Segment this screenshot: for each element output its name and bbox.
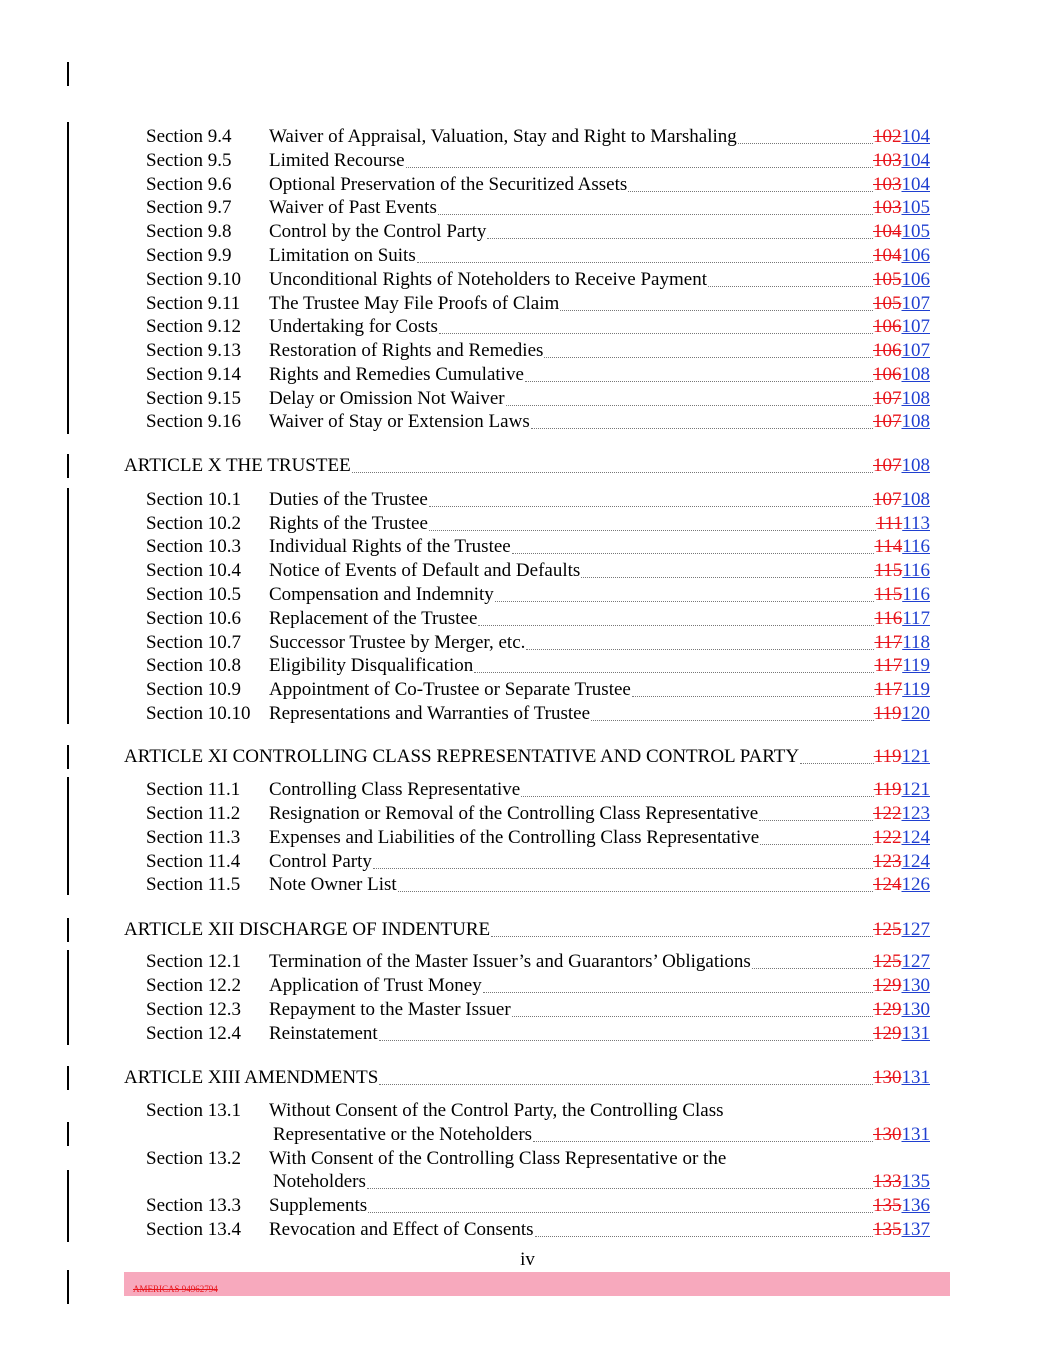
toc-section-entry[interactable] [0, 678, 1055, 702]
inserted-page-number[interactable]: 126 [901, 874, 930, 895]
toc-section-entry-continued[interactable] [0, 1170, 1055, 1194]
section-number: Section 10.10 [146, 703, 251, 724]
dot-leader [429, 506, 873, 507]
deleted-page-number: 116 [874, 608, 903, 629]
section-title: Representations and Warranties of Trustee [269, 703, 591, 724]
deleted-page-number: 115 [874, 584, 903, 605]
section-title: Note Owner List [269, 874, 397, 895]
dot-leader [521, 796, 874, 797]
document-footer [124, 1272, 950, 1296]
deleted-page-number: 102 [873, 126, 902, 147]
deleted-page-number: 133 [873, 1171, 902, 1192]
inserted-page-number[interactable]: 135 [901, 1171, 930, 1192]
inserted-page-number[interactable]: 123 [901, 803, 930, 824]
page-ref [873, 1170, 930, 1194]
dot-leader [632, 696, 874, 697]
section-number: Section 12.3 [146, 999, 241, 1020]
dot-leader [352, 472, 873, 473]
deleted-page-number: 125 [873, 951, 902, 972]
section-title: Rights and Remedies Cumulative [269, 364, 524, 385]
dot-leader [512, 553, 874, 554]
section-title: With Consent of the Controlling Class Representative or the [269, 1148, 727, 1169]
page-ref [873, 315, 930, 339]
deleted-page-number: 105 [873, 293, 902, 314]
deleted-page-number: 103 [873, 197, 902, 218]
dot-leader [367, 1188, 873, 1189]
section-title: Appointment of Co-Trustee or Separate Trustee [269, 679, 631, 700]
page-ref [873, 125, 930, 149]
section-number: Section 12.1 [146, 951, 241, 972]
toc-section-entry[interactable] [0, 363, 1055, 387]
section-title: Undertaking for Costs [269, 316, 438, 337]
section-title: Individual Rights of the Trustee [269, 536, 511, 557]
deleted-page-number: 103 [873, 174, 902, 195]
page-ref [873, 1218, 930, 1242]
section-title: Unconditional Rights of Noteholders to Receive Payment [269, 269, 707, 290]
dot-leader [495, 601, 874, 602]
page-ref [873, 873, 930, 897]
toc-section-entry[interactable] [0, 244, 1055, 268]
section-title: Limitation on Suits [269, 245, 416, 266]
section-number: Section 10.8 [146, 655, 241, 676]
page-ref [873, 850, 930, 874]
section-number: Section 9.8 [146, 221, 232, 242]
section-number: Section 10.6 [146, 608, 241, 629]
dot-leader [544, 357, 873, 358]
toc-section-entry[interactable] [0, 974, 1055, 998]
deleted-page-number: 104 [873, 221, 902, 242]
dot-leader [406, 167, 873, 168]
page-ref [873, 173, 930, 197]
inserted-page-number[interactable]: 107 [901, 340, 930, 361]
page-ref [873, 292, 930, 316]
toc-section-entry[interactable] [0, 173, 1055, 197]
section-title: Successor Trustee by Merger, etc. [269, 632, 526, 653]
toc-section-entry[interactable] [0, 535, 1055, 559]
section-title: Reinstatement [269, 1023, 378, 1044]
section-number: Section 11.2 [146, 803, 241, 824]
section-number: Section 12.4 [146, 1023, 241, 1044]
inserted-page-number[interactable]: 124 [901, 827, 930, 848]
inserted-page-number[interactable]: 116 [902, 536, 930, 557]
deleted-page-number: 130 [873, 1067, 902, 1088]
document-id: AMERICAS 94962794 [133, 1284, 218, 1294]
inserted-page-number[interactable]: 118 [902, 632, 930, 653]
toc-section-entry[interactable] [0, 292, 1055, 316]
section-number: Section 9.15 [146, 388, 241, 409]
dot-leader [368, 1212, 873, 1213]
inserted-page-number[interactable]: 104 [901, 150, 930, 171]
inserted-page-number[interactable]: 116 [902, 584, 930, 605]
toc-section-entry[interactable] [0, 268, 1055, 292]
section-number: Section 13.4 [146, 1219, 241, 1240]
section-number: Section 9.16 [146, 411, 241, 432]
inserted-page-number[interactable]: 104 [901, 126, 930, 147]
toc-section-entry[interactable] [0, 1147, 1055, 1171]
page-ref [874, 745, 930, 769]
section-title: Control by the Control Party [269, 221, 487, 242]
page-ref [874, 702, 930, 726]
toc-section-entry[interactable] [0, 778, 1055, 802]
section-number: Section 9.7 [146, 197, 232, 218]
dot-leader [487, 238, 873, 239]
dot-leader [581, 577, 874, 578]
article-title: ARTICLE XIII AMENDMENTS [124, 1067, 379, 1088]
page-ref [874, 654, 930, 678]
inserted-page-number[interactable]: 104 [901, 174, 930, 195]
section-number: Section 13.2 [146, 1148, 241, 1169]
dot-leader [379, 1040, 873, 1041]
change-bar [67, 1270, 69, 1304]
toc-article-entry[interactable] [0, 1066, 1055, 1090]
page-ref [874, 583, 930, 607]
page-ref [873, 1066, 930, 1090]
toc-section-entry[interactable] [0, 654, 1055, 678]
deleted-page-number: 122 [873, 827, 902, 848]
section-number: Section 9.9 [146, 245, 232, 266]
section-title: Notice of Events of Default and Defaults [269, 560, 581, 581]
toc-article-entry[interactable] [0, 918, 1055, 942]
dot-leader [591, 720, 874, 721]
article-title: ARTICLE X THE TRUSTEE [124, 455, 351, 476]
toc-section-entry[interactable] [0, 387, 1055, 411]
section-number: Section 12.2 [146, 975, 241, 996]
inserted-page-number[interactable]: 130 [901, 975, 930, 996]
section-number: Section 9.11 [146, 293, 241, 314]
inserted-page-number[interactable]: 108 [901, 489, 930, 510]
inserted-page-number[interactable]: 108 [901, 364, 930, 385]
page-ref [873, 363, 930, 387]
page-ref [873, 196, 930, 220]
page-ref [873, 410, 930, 434]
dot-leader [759, 820, 873, 821]
article-title: ARTICLE XII DISCHARGE OF INDENTURE [124, 919, 491, 940]
section-title: Expenses and Liabilities of the Controlling Class Representative [269, 827, 760, 848]
page-ref [874, 559, 930, 583]
deleted-page-number: 115 [874, 560, 903, 581]
section-title: Limited Recourse [269, 150, 405, 171]
inserted-page-number[interactable]: 105 [901, 221, 930, 242]
dot-leader [535, 1236, 873, 1237]
deleted-page-number: 135 [873, 1219, 902, 1240]
toc-section-entry[interactable] [0, 826, 1055, 850]
inserted-page-number[interactable]: 113 [902, 513, 930, 534]
toc-section-entry[interactable] [0, 410, 1055, 434]
deleted-page-number: 124 [873, 874, 902, 895]
deleted-page-number: 122 [873, 803, 902, 824]
page-ref [874, 535, 930, 559]
dot-leader [525, 381, 873, 382]
deleted-page-number: 106 [873, 316, 902, 337]
toc-section-entry[interactable] [0, 631, 1055, 655]
section-number: Section 10.7 [146, 632, 241, 653]
page-ref [873, 1022, 930, 1046]
dot-leader [531, 428, 873, 429]
toc-section-entry[interactable] [0, 1022, 1055, 1046]
deleted-page-number: 106 [873, 340, 902, 361]
dot-leader [512, 1016, 873, 1017]
section-number: Section 9.13 [146, 340, 241, 361]
inserted-page-number[interactable]: 121 [901, 746, 930, 767]
section-number: Section 13.1 [146, 1100, 241, 1121]
page-ref [873, 387, 930, 411]
section-number: Section 11.3 [146, 827, 241, 848]
section-title: Replacement of the Trustee [269, 608, 478, 629]
page-ref [876, 512, 930, 536]
section-number: Section 9.12 [146, 316, 241, 337]
dot-leader [738, 143, 873, 144]
page-ref [873, 918, 930, 942]
deleted-page-number: 107 [873, 489, 902, 510]
inserted-page-number[interactable]: 106 [901, 269, 930, 290]
toc-section-entry[interactable] [0, 196, 1055, 220]
toc-section-entry[interactable] [0, 149, 1055, 173]
dot-leader [373, 868, 873, 869]
dot-leader [474, 672, 874, 673]
page-ref [873, 244, 930, 268]
section-number: Section 10.9 [146, 679, 241, 700]
dot-leader [506, 405, 873, 406]
inserted-page-number[interactable]: 105 [901, 197, 930, 218]
deleted-page-number: 111 [875, 513, 903, 534]
page-ref [873, 826, 930, 850]
inserted-page-number[interactable]: 107 [901, 293, 930, 314]
inserted-page-number[interactable]: 130 [901, 999, 930, 1020]
section-title: Application of Trust Money [269, 975, 482, 996]
page-ref [874, 607, 930, 631]
toc-section-entry[interactable] [0, 125, 1055, 149]
deleted-page-number: 123 [873, 851, 902, 872]
section-number: Section 13.3 [146, 1195, 241, 1216]
section-title: Supplements [269, 1195, 368, 1216]
section-title: Repayment to the Master Issuer [269, 999, 511, 1020]
toc-section-entry[interactable] [0, 583, 1055, 607]
section-number: Section 9.4 [146, 126, 232, 147]
toc-section-entry[interactable] [0, 488, 1055, 512]
toc-section-entry[interactable] [0, 315, 1055, 339]
toc-article-entry[interactable] [0, 454, 1055, 478]
inserted-page-number[interactable]: 108 [901, 455, 930, 476]
section-title: Eligibility Disqualification [269, 655, 474, 676]
deleted-page-number: 107 [873, 411, 902, 432]
dot-leader [560, 310, 873, 311]
toc-section-entry-continued[interactable] [0, 1123, 1055, 1147]
section-title-continued: Representative or the Noteholders [273, 1124, 533, 1145]
deleted-page-number: 119 [873, 779, 902, 800]
inserted-page-number[interactable]: 131 [901, 1023, 930, 1044]
inserted-page-number[interactable]: 137 [901, 1219, 930, 1240]
dot-leader [398, 891, 873, 892]
dot-leader [417, 262, 873, 263]
deleted-page-number: 129 [873, 1023, 902, 1044]
toc-section-entry[interactable] [0, 1218, 1055, 1242]
page-ref [874, 778, 930, 802]
deleted-page-number: 129 [873, 975, 902, 996]
page-ref [873, 268, 930, 292]
inserted-page-number[interactable]: 117 [902, 608, 930, 629]
section-number: Section 11.4 [146, 851, 241, 872]
dot-leader [478, 625, 874, 626]
page-ref [873, 1194, 930, 1218]
inserted-page-number[interactable]: 120 [901, 703, 930, 724]
page-ref [873, 974, 930, 998]
deleted-page-number: 104 [873, 245, 902, 266]
inserted-page-number[interactable]: 116 [902, 560, 930, 581]
inserted-page-number[interactable]: 124 [901, 851, 930, 872]
page-ref [873, 454, 930, 478]
deleted-page-number: 106 [873, 364, 902, 385]
dot-leader [379, 1084, 873, 1085]
article-title: ARTICLE XI CONTROLLING CLASS REPRESENTATIVE AND CONTROL PARTY [124, 746, 800, 767]
dot-leader [438, 214, 873, 215]
toc-section-entry[interactable] [0, 873, 1055, 897]
dot-leader [752, 968, 873, 969]
section-number: Section 10.2 [146, 513, 241, 534]
inserted-page-number[interactable]: 108 [901, 388, 930, 409]
deleted-page-number: 117 [874, 655, 903, 676]
dot-leader [760, 844, 873, 845]
section-title-continued: Noteholders [273, 1171, 366, 1192]
toc-section-entry[interactable] [0, 1194, 1055, 1218]
section-title: Resignation or Removal of the Controlling Class Representative [269, 803, 759, 824]
section-title: Waiver of Stay or Extension Laws [269, 411, 530, 432]
section-number: Section 9.10 [146, 269, 241, 290]
deleted-page-number: 105 [873, 269, 902, 290]
toc-section-entry[interactable] [0, 339, 1055, 363]
dot-leader [628, 191, 873, 192]
page-ref [873, 998, 930, 1022]
dot-leader [800, 763, 874, 764]
page-ref [874, 631, 930, 655]
dot-leader [708, 286, 873, 287]
inserted-page-number[interactable]: 127 [901, 919, 930, 940]
section-title: Optional Preservation of the Securitized Assets [269, 174, 628, 195]
inserted-page-number[interactable]: 119 [902, 679, 930, 700]
dot-leader [533, 1141, 873, 1142]
toc-section-entry[interactable] [0, 220, 1055, 244]
section-number: Section 9.6 [146, 174, 232, 195]
page-number: iv [520, 1249, 535, 1270]
section-title: Without Consent of the Control Party, the Controlling Class [269, 1100, 724, 1121]
deleted-page-number: 117 [874, 679, 903, 700]
dot-leader [526, 649, 874, 650]
inserted-page-number[interactable]: 131 [901, 1124, 930, 1145]
inserted-page-number[interactable]: 127 [901, 951, 930, 972]
deleted-page-number: 119 [873, 703, 902, 724]
deleted-page-number: 129 [873, 999, 902, 1020]
section-title: Rights of the Trustee [269, 513, 428, 534]
section-number: Section 10.4 [146, 560, 241, 581]
section-title: Waiver of Past Events [269, 197, 437, 218]
inserted-page-number[interactable]: 121 [901, 779, 930, 800]
deleted-page-number: 130 [873, 1124, 902, 1145]
dot-leader [491, 936, 873, 937]
section-number: Section 10.5 [146, 584, 241, 605]
toc-section-entry[interactable] [0, 512, 1055, 536]
toc-section-entry[interactable] [0, 1099, 1055, 1123]
toc-section-entry[interactable] [0, 998, 1055, 1022]
page-ref [873, 488, 930, 512]
section-title: Control Party [269, 851, 372, 872]
section-title: Compensation and Indemnity [269, 584, 494, 605]
section-number: Section 9.14 [146, 364, 241, 385]
deleted-page-number: 103 [873, 150, 902, 171]
toc-section-entry[interactable] [0, 607, 1055, 631]
deleted-page-number: 114 [874, 536, 903, 557]
inserted-page-number[interactable]: 106 [901, 245, 930, 266]
section-number: Section 11.1 [146, 779, 241, 800]
dot-leader [439, 333, 873, 334]
inserted-page-number[interactable]: 136 [901, 1195, 930, 1216]
page-ref [873, 220, 930, 244]
page-ref [873, 1123, 930, 1147]
deleted-page-number: 135 [873, 1195, 902, 1216]
toc-section-entry[interactable] [0, 850, 1055, 874]
toc-section-entry[interactable] [0, 950, 1055, 974]
inserted-page-number[interactable]: 119 [902, 655, 930, 676]
inserted-page-number[interactable]: 131 [901, 1067, 930, 1088]
section-title: Waiver of Appraisal, Valuation, Stay and Right to Marshaling [269, 126, 737, 147]
section-title: The Trustee May File Proofs of Claim [269, 293, 560, 314]
inserted-page-number[interactable]: 108 [901, 411, 930, 432]
section-number: Section 9.5 [146, 150, 232, 171]
section-number: Section 11.5 [146, 874, 241, 895]
change-bar [67, 62, 69, 86]
deleted-page-number: 117 [874, 632, 903, 653]
deleted-page-number: 107 [873, 455, 902, 476]
section-title: Controlling Class Representative [269, 779, 521, 800]
inserted-page-number[interactable]: 107 [901, 316, 930, 337]
dot-leader [429, 530, 876, 531]
dot-leader [483, 992, 873, 993]
toc-article-entry[interactable] [0, 745, 1055, 769]
section-number: Section 10.3 [146, 536, 241, 557]
deleted-page-number: 125 [873, 919, 902, 940]
page-ref [873, 950, 930, 974]
toc-section-entry[interactable] [0, 559, 1055, 583]
section-title: Duties of the Trustee [269, 489, 428, 510]
section-title: Revocation and Effect of Consents [269, 1219, 534, 1240]
deleted-page-number: 107 [873, 388, 902, 409]
section-title: Delay or Omission Not Waiver [269, 388, 505, 409]
toc-section-entry[interactable] [0, 702, 1055, 726]
section-number: Section 10.1 [146, 489, 241, 510]
page-ref [873, 802, 930, 826]
page-ref [874, 678, 930, 702]
page-ref [873, 149, 930, 173]
toc-section-entry[interactable] [0, 802, 1055, 826]
page-ref [873, 339, 930, 363]
section-title: Termination of the Master Issuer’s and Guarantors’ Obligations [269, 951, 751, 972]
section-title: Restoration of Rights and Remedies [269, 340, 544, 361]
deleted-page-number: 119 [873, 746, 902, 767]
